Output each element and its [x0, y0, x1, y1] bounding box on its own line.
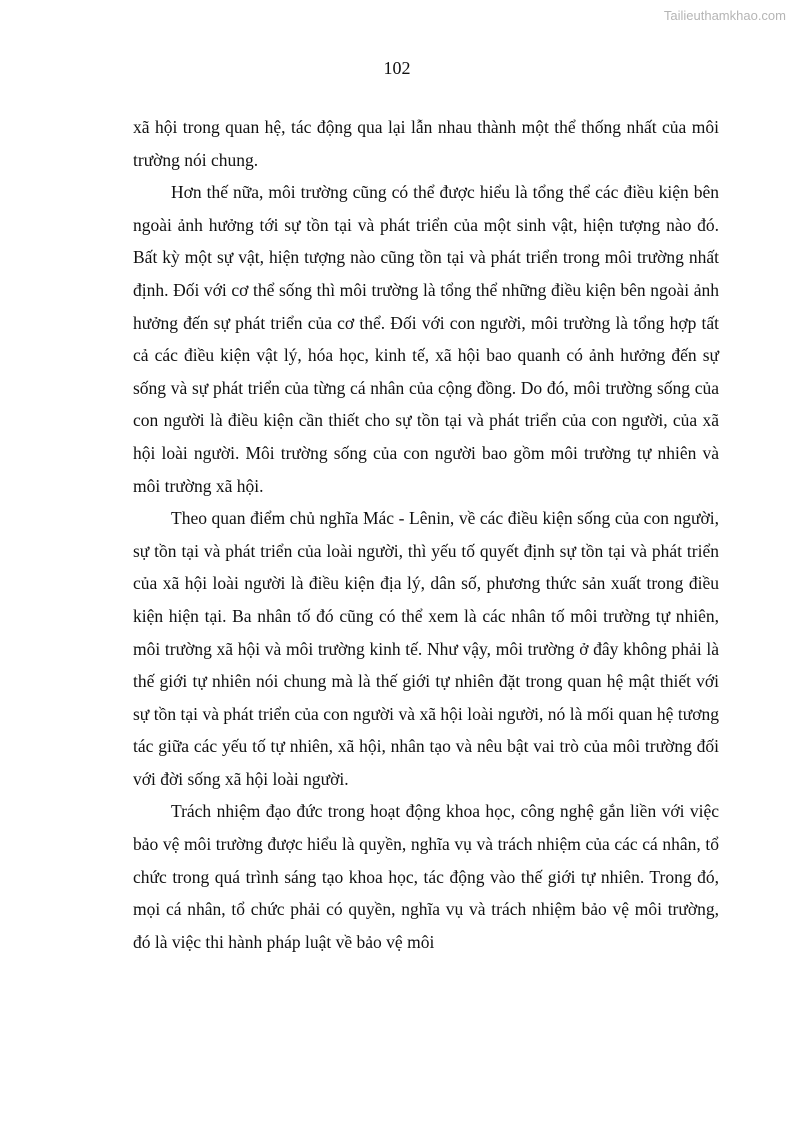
watermark: Tailieuthamkhao.com: [663, 8, 786, 23]
body-text: [133, 111, 719, 958]
paragraph-2: Hơn thế nữa, môi trường cũng có thể được hiểu là tổng thể các điều kiện bên ngoài ảnh hưởng tới sự tồn tại và phát triển của một sinh vật, hiện tượng nào đó. Bất kỳ một sự vật, hiện tượng nào cũng tồn tại và phát triển trong môi trường nhất định. Đối với cơ thể sống thì môi trường là tổng thể những điều kiện bên ngoài ảnh hưởng đến sự phát triển của cơ thể. Đối với con người, môi trường là tổng hợp tất cả các điều kiện vật lý, hóa học, kinh tế, xã hội bao quanh có ảnh hưởng đến sự sống và sự phát triển của từng cá nhân của cộng đồng. Do đó, môi trường sống của con người là điều kiện cần thiết cho sự tồn tại và phát triển của con người, của xã hội loài người. Môi trường sống của con người bao gồm môi trường tự nhiên và môi trường xã hội.: [133, 182, 719, 496]
paragraph-3: Theo quan điểm chủ nghĩa Mác - Lênin, về các điều kiện sống của con người, sự tồn tại và phát triển của loài người, thì yếu tố quyết định sự tồn tại và phát triển của xã hội loài người là điều kiện địa lý, dân số, phương thức sản xuất trong điều kiện hiện tại. Ba nhân tố đó cũng có thể xem là các nhân tố môi trường tự nhiên, môi trường xã hội và môi trường kinh tế. Như vậy, môi trường ở đây không phải là thế giới tự nhiên nói chung mà là thế giới tự nhiên đặt trong quan hệ mật thiết với sự tồn tại và phát triển của con người và xã hội loài người, nó là mối quan hệ tương tác giữa các yếu tố tự nhiên, xã hội, nhân tạo và nêu bật vai trò của môi trường đối với đời sống xã hội loài người.: [133, 508, 719, 789]
page-number: 102: [383, 58, 411, 78]
paragraph-1: xã hội trong quan hệ, tác động qua lại lẫn nhau thành một thể thống nhất của môi trường nói chung.: [133, 117, 719, 170]
paragraph-4: Trách nhiệm đạo đức trong hoạt động khoa học, công nghệ gắn liền với việc bảo vệ môi trường được hiểu là quyền, nghĩa vụ và trách nhiệm của các cá nhân, tổ chức trong quá trình sáng tạo khoa học, tác động vào thế giới tự nhiên. Trong đó, mọi cá nhân, tổ chức phải có quyền, nghĩa vụ và trách nhiệm bảo vệ môi trường, đó là việc thi hành pháp luật về bảo vệ môi: [133, 801, 719, 952]
